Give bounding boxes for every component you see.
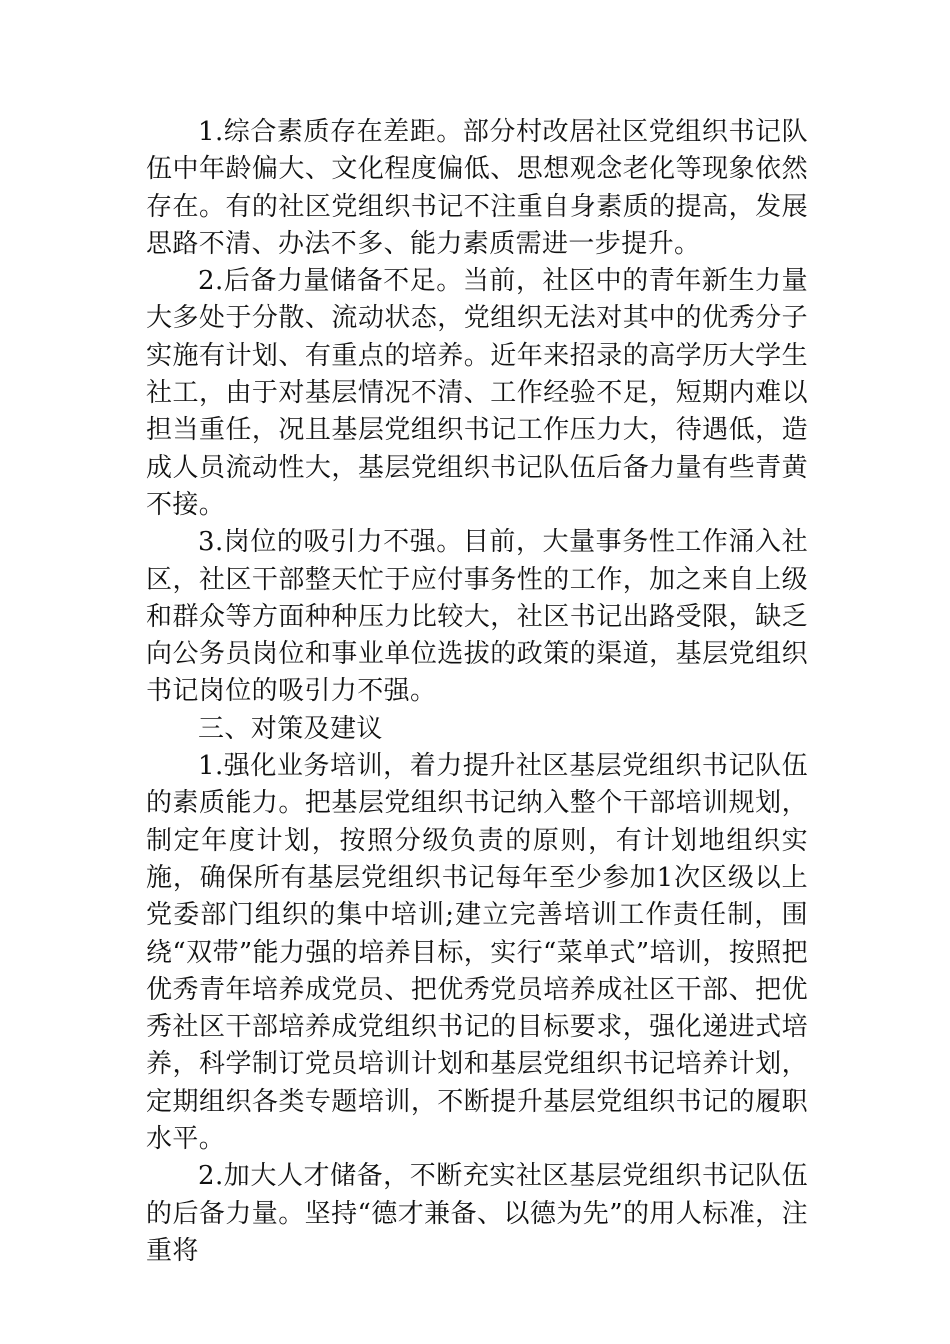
- document-page: [146, 114, 808, 1270]
- paragraph-reserve-strength: 2.后备力量储备不足。当前，社区中的青年新生力量大多处于分散、流动状态，党组织无法对其中的优秀分子实施有计划、有重点的培养。近年来招录的高学历大学生社工，由于对基层情况不清、工作经验不足，短期内难以担当重任，况且基层党组织书记工作压力大，待遇低，造成人员流动性大，基层党组织书记队伍后备力量有些青黄不接。: [146, 266, 808, 520]
- paragraph-training: 1.强化业务培训，着力提升社区基层党组织书记队伍的素质能力。把基层党组织书记纳入整个干部培训规划，制定年度计划，按照分级负责的原则，有计划地组织实施，确保所有基层党组织书记每年至少参加1次区级以上党委部门组织的集中培训;建立完善培训工作责任制，围绕“双带”能力强的培养目标，实行“菜单式”培训，按照把优秀青年培养成党员、把优秀党员培养成社区干部、把优秀社区干部培养成党组织书记的目标要求，强化递进式培养，科学制订党员培训计划和基层党组织书记培养计划，定期组织各类专题培训，不断提升基层党组织书记的履职水平。: [146, 751, 808, 1155]
- paragraph-post-attraction: 3.岗位的吸引力不强。目前，大量事务性工作涌入社区，社区干部整天忙于应付事务性的工作，加之来自上级和群众等方面种种压力比较大，社区书记出路受限，缺乏向公务员岗位和事业单位选拔的政策的渠道，基层党组织书记岗位的吸引力不强。: [146, 527, 808, 707]
- paragraph-composite-quality: 1.综合素质存在差距。部分村改居社区党组织书记队伍中年龄偏大、文化程度偏低、思想观念老化等现象依然存在。有的社区党组织书记不注重自身素质的提高，发展思路不清、办法不多、能力素质需进一步提升。: [146, 117, 808, 259]
- section-heading-countermeasures: 三、对策及建议: [198, 713, 383, 744]
- paragraph-talent-reserve: 2.加大人才储备，不断充实社区基层党组织书记队伍的后备力量。坚持“德才兼备、以德为先”的用人标准，注重将: [146, 1161, 808, 1266]
